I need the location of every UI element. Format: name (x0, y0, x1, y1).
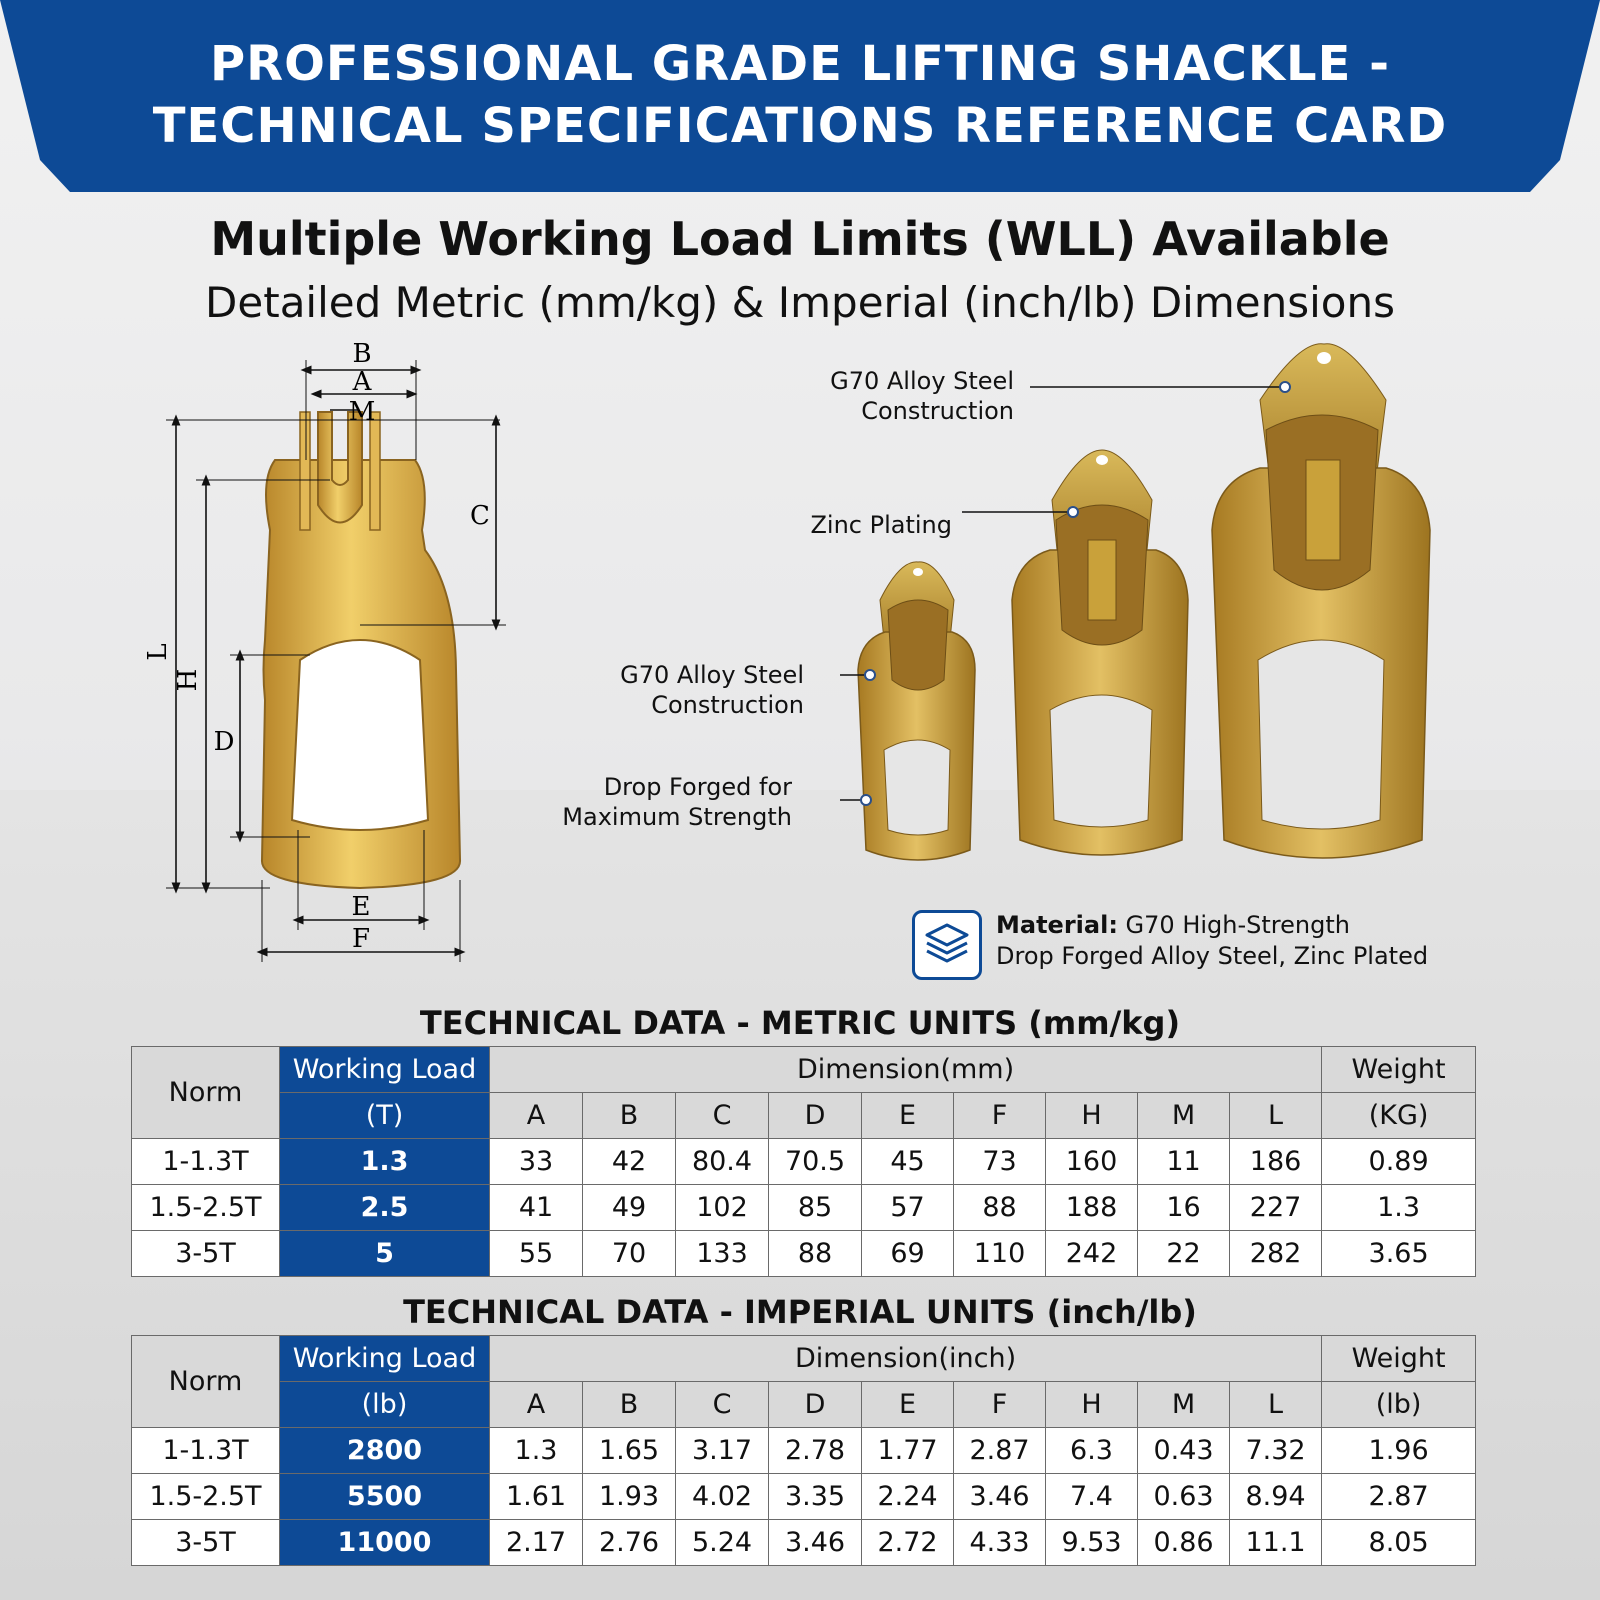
load-cell: 5 (280, 1231, 490, 1277)
table-row (132, 1231, 1476, 1277)
dim-cell: 227 (1230, 1185, 1322, 1231)
banner-title-line-1: PROFESSIONAL GRADE LIFTING SHACKLE - (209, 36, 1391, 92)
dim-cell: 1.3 (490, 1428, 583, 1474)
dim-cell: 33 (490, 1139, 583, 1185)
dim-cell: 133 (676, 1231, 769, 1277)
imperial-col-header: E (862, 1382, 954, 1428)
title-banner (0, 0, 1600, 192)
dim-cell: 1.61 (490, 1474, 583, 1520)
dim-cell: 42 (583, 1139, 676, 1185)
dim-cell: 2.72 (862, 1520, 954, 1566)
metric-table-title: TECHNICAL DATA - METRIC UNITS (mm/kg) (419, 1004, 1181, 1042)
load-cell: 1.3 (280, 1139, 490, 1185)
dim-cell: 160 (1046, 1139, 1138, 1185)
dimension-diagram (140, 340, 540, 980)
metric-col-header: D (769, 1093, 862, 1139)
weight-cell: 1.96 (1322, 1428, 1476, 1474)
dim-label-h: H (173, 668, 203, 692)
imperial-dimension-header: Dimension(inch) (490, 1336, 1322, 1382)
dim-cell: 9.53 (1046, 1520, 1138, 1566)
dim-cell: 2.78 (769, 1428, 862, 1474)
dim-cell: 186 (1230, 1139, 1322, 1185)
table-row (132, 1428, 1476, 1474)
dim-label-a: A (352, 367, 372, 397)
dim-cell: 69 (862, 1231, 954, 1277)
metric-spec-table (131, 1046, 1476, 1277)
dim-cell: 80.4 (676, 1139, 769, 1185)
shackle-small (858, 562, 975, 860)
dim-cell: 0.86 (1138, 1520, 1230, 1566)
imperial-weight-unit: (lb) (1322, 1382, 1476, 1428)
shackle-medium (1012, 450, 1188, 855)
callout-alloy-steel-bottom: G70 Alloy Steel Construction (620, 661, 804, 719)
dim-label-c: C (470, 501, 490, 531)
dim-cell: 57 (862, 1185, 954, 1231)
dim-cell: 7.32 (1230, 1428, 1322, 1474)
banner-title-line-2: TECHNICAL SPECIFICATIONS REFERENCE CARD (152, 98, 1448, 154)
dim-cell: 16 (1138, 1185, 1230, 1231)
subtitle-wll: Multiple Working Load Limits (WLL) Available (210, 212, 1390, 266)
weight-cell: 0.89 (1322, 1139, 1476, 1185)
imperial-col-header: H (1046, 1382, 1138, 1428)
imperial-load-header: Working Load (280, 1336, 490, 1382)
metric-load-header: Working Load (280, 1047, 490, 1093)
table-row (132, 1520, 1476, 1566)
dim-cell: 85 (769, 1185, 862, 1231)
dim-label-e: E (351, 892, 371, 922)
metric-weight-unit: (KG) (1322, 1093, 1476, 1139)
dim-label-l: L (143, 643, 173, 661)
metric-col-header: A (490, 1093, 583, 1139)
dim-cell: 2.87 (954, 1428, 1046, 1474)
metric-col-header: L (1230, 1093, 1322, 1139)
metric-col-header: C (676, 1093, 769, 1139)
imperial-col-header: M (1138, 1382, 1230, 1428)
dim-cell: 2.24 (862, 1474, 954, 1520)
dim-cell: 2.17 (490, 1520, 583, 1566)
metric-col-header: M (1138, 1093, 1230, 1139)
load-cell: 2800 (280, 1428, 490, 1474)
dim-cell: 3.17 (676, 1428, 769, 1474)
dim-cell: 242 (1046, 1231, 1138, 1277)
table-row (132, 1139, 1476, 1185)
dim-cell: 6.3 (1046, 1428, 1138, 1474)
metric-load-unit: (T) (280, 1093, 490, 1139)
norm-cell: 3-5T (132, 1520, 280, 1566)
dim-label-m: M (348, 397, 376, 427)
dim-label-b: B (352, 340, 372, 369)
dim-cell: 188 (1046, 1185, 1138, 1231)
norm-cell: 1.5-2.5T (132, 1185, 280, 1231)
table-row (132, 1185, 1476, 1231)
dim-cell: 55 (490, 1231, 583, 1277)
layers-icon (912, 910, 982, 980)
callout-drop-forged: Drop Forged for Maximum Strength (562, 773, 792, 831)
metric-col-header: B (583, 1093, 676, 1139)
dim-cell: 3.35 (769, 1474, 862, 1520)
dim-cell: 7.4 (1046, 1474, 1138, 1520)
material-line-2: Drop Forged Alloy Steel, Zinc Plated (996, 942, 1429, 970)
dim-label-f: F (351, 924, 371, 954)
dim-cell: 49 (583, 1185, 676, 1231)
dim-cell: 11 (1138, 1139, 1230, 1185)
imperial-table-title: TECHNICAL DATA - IMPERIAL UNITS (inch/lb) (403, 1293, 1197, 1331)
imperial-col-header: L (1230, 1382, 1322, 1428)
dim-cell: 1.65 (583, 1428, 676, 1474)
callout-zinc-plating: Zinc Plating (810, 511, 952, 539)
metric-col-header: H (1046, 1093, 1138, 1139)
norm-cell: 1.5-2.5T (132, 1474, 280, 1520)
callout-alloy-steel-top: G70 Alloy Steel Construction (830, 367, 1014, 425)
load-cell: 11000 (280, 1520, 490, 1566)
dim-cell: 88 (769, 1231, 862, 1277)
norm-cell: 1-1.3T (132, 1139, 280, 1185)
dim-cell: 110 (954, 1231, 1046, 1277)
weight-cell: 3.65 (1322, 1231, 1476, 1277)
dim-cell: 45 (862, 1139, 954, 1185)
dim-cell: 1.77 (862, 1428, 954, 1474)
imperial-load-unit: (lb) (280, 1382, 490, 1428)
weight-cell: 8.05 (1322, 1520, 1476, 1566)
dim-cell: 70.5 (769, 1139, 862, 1185)
dim-cell: 88 (954, 1185, 1046, 1231)
dim-cell: 5.24 (676, 1520, 769, 1566)
material-label: Material: (996, 911, 1118, 939)
dim-cell: 3.46 (769, 1520, 862, 1566)
dim-cell: 70 (583, 1231, 676, 1277)
metric-col-header: E (862, 1093, 954, 1139)
dim-cell: 2.76 (583, 1520, 676, 1566)
dim-cell: 3.46 (954, 1474, 1046, 1520)
metric-col-header: F (954, 1093, 1046, 1139)
weight-cell: 2.87 (1322, 1474, 1476, 1520)
dim-cell: 73 (954, 1139, 1046, 1185)
dim-label-d: D (213, 727, 235, 757)
subtitle-dimensions: Detailed Metric (mm/kg) & Imperial (inch/lb) Dimensions (205, 278, 1395, 327)
weight-cell: 1.3 (1322, 1185, 1476, 1231)
dim-cell: 0.43 (1138, 1428, 1230, 1474)
load-cell: 2.5 (280, 1185, 490, 1231)
dim-cell: 22 (1138, 1231, 1230, 1277)
table-row (132, 1474, 1476, 1520)
imperial-col-header: D (769, 1382, 862, 1428)
dim-cell: 41 (490, 1185, 583, 1231)
shackle-eye (292, 640, 428, 830)
dim-cell: 282 (1230, 1231, 1322, 1277)
imperial-col-header: B (583, 1382, 676, 1428)
material-line-1: G70 High-Strength (1117, 911, 1350, 939)
dim-cell: 102 (676, 1185, 769, 1231)
imperial-col-header: F (954, 1382, 1046, 1428)
metric-weight-header: Weight (1322, 1047, 1476, 1093)
imperial-weight-header: Weight (1322, 1336, 1476, 1382)
dim-cell: 4.33 (954, 1520, 1046, 1566)
dim-cell: 0.63 (1138, 1474, 1230, 1520)
dim-cell: 11.1 (1230, 1520, 1322, 1566)
imperial-spec-table (131, 1335, 1476, 1566)
norm-cell: 3-5T (132, 1231, 280, 1277)
dim-cell: 1.93 (583, 1474, 676, 1520)
load-cell: 5500 (280, 1474, 490, 1520)
imperial-col-header: C (676, 1382, 769, 1428)
dim-cell: 8.94 (1230, 1474, 1322, 1520)
imperial-norm-header: Norm (132, 1336, 280, 1428)
norm-cell: 1-1.3T (132, 1428, 280, 1474)
metric-dimension-header: Dimension(mm) (490, 1047, 1322, 1093)
dim-cell: 4.02 (676, 1474, 769, 1520)
shackle-large (1212, 344, 1430, 858)
imperial-col-header: A (490, 1382, 583, 1428)
metric-norm-header: Norm (132, 1047, 280, 1139)
